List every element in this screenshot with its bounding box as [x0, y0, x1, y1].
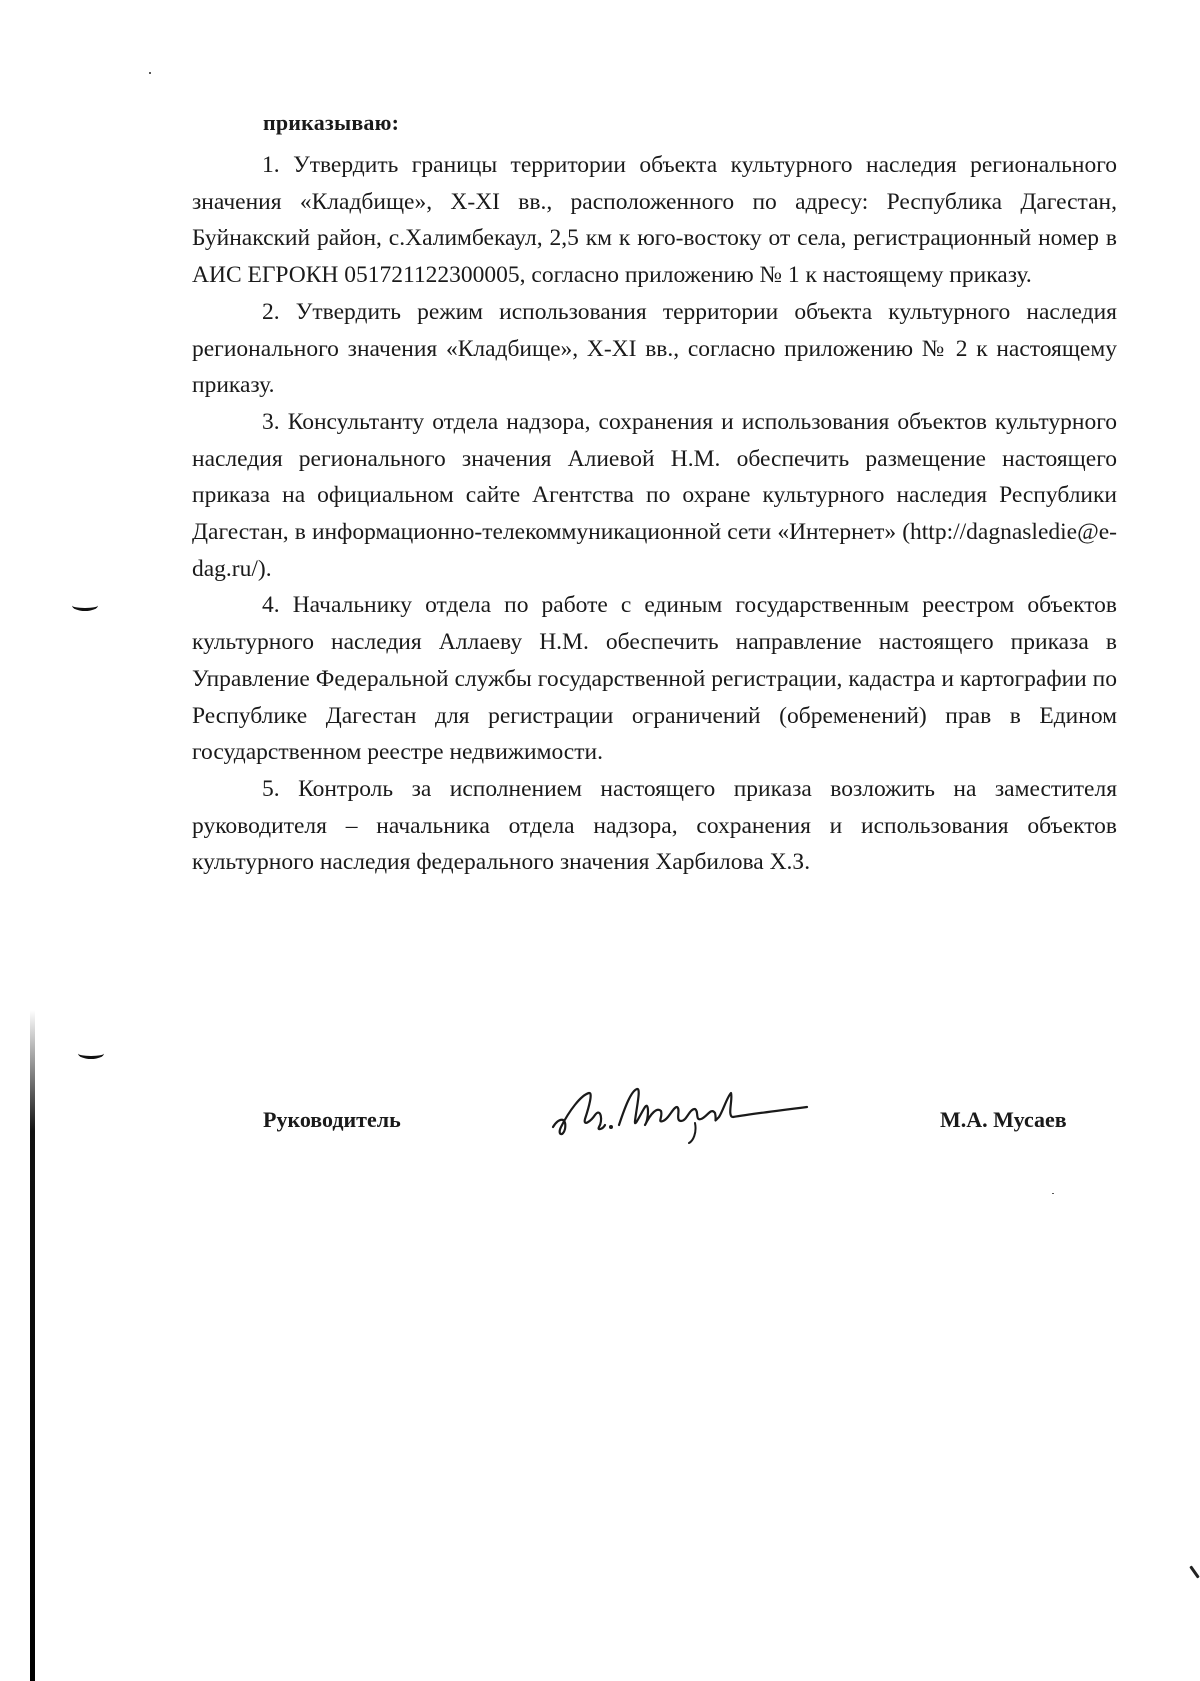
handwritten-signature: [545, 1077, 815, 1147]
scan-speck: [1052, 1193, 1054, 1194]
order-item-5: 5. Контроль за исполнением настоящего приказа возложить на заместителя руководителя – начальника отдела надзора, сохранения и использования объектов культурного наследия федерального значения Харбилова Х.З.: [192, 775, 1117, 876]
order-heading: приказываю:: [263, 110, 400, 135]
order-item-1: 1. Утвердить границы территории объекта культурного наследия регионального значения «Кладбище», X-XI вв., расположенного по адресу: Республика Дагестан, Буйнакский район, с.Халимбекаул, 2,5 км к юго-востоку от села, регистрационный номер в АИС ЕГРОКН 051721122300005, согласно приложению № 1 к настоящему приказу.: [192, 152, 1117, 289]
order-item-2: 2. Утвердить режим использования территории объекта культурного наследия регионального значения «Кладбище», X-XI вв., согласно приложению № 2 к настоящему приказу.: [192, 298, 1117, 399]
scan-speck: [149, 72, 151, 74]
signatory-name: М.А. Мусаев: [940, 1107, 1067, 1132]
scan-speck: [1189, 1565, 1199, 1578]
order-item-3: 3. Консультанту отдела надзора, сохранения и использования объектов культурного наследия регионального значения Алиевой Н.М. обеспечить размещение настоящего приказа на официальном сайте Агентства по охране культурного наследия Республики Дагестан, в информационно-телекоммуникационной сети «Интернет» (http://dagnasledie@e-dag.ru/).: [192, 408, 1117, 582]
order-body: [192, 147, 1117, 881]
scan-mark: [72, 600, 98, 611]
signatory-title: Руководитель: [263, 1107, 401, 1132]
scan-mark: [78, 1048, 104, 1059]
order-item-4: 4. Начальнику отдела по работе с единым государственным реестром объектов культурного наследия Аллаеву Н.М. обеспечить направление настоящего приказа в Управление Федеральной службы государственной регистрации, кадастра и картографии по Республике Дагестан для регистрации ограничений (обременений) прав в Едином государственном реестре недвижимости.: [192, 592, 1117, 766]
signature-block: [0, 1095, 1200, 1175]
